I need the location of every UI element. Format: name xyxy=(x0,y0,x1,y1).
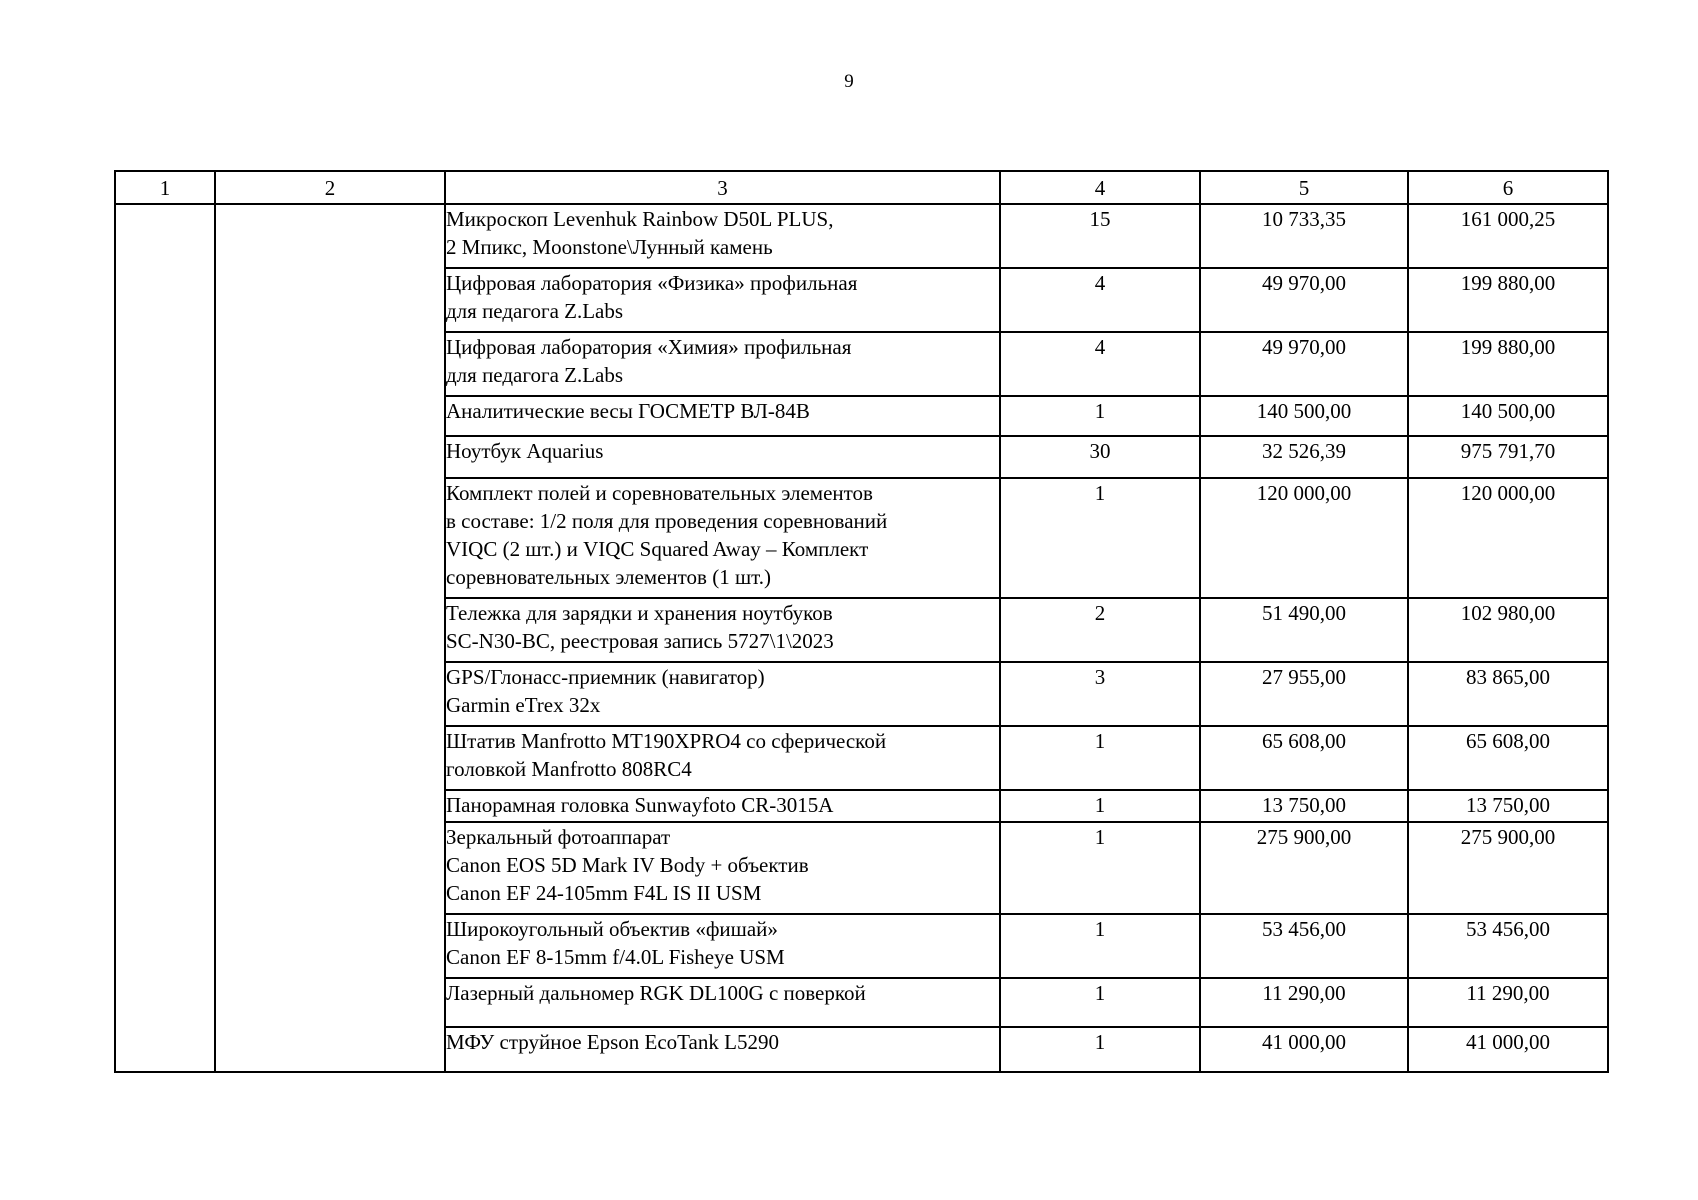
item-name-cell xyxy=(445,268,1000,332)
total-cell: 53 456,00 xyxy=(1408,914,1608,978)
item-name-line: головкой Manfrotto 808RC4 xyxy=(446,757,692,781)
item-name-line: Canon EF 24-105mm F4L IS II USM xyxy=(446,881,762,905)
item-name-cell xyxy=(445,1027,1000,1072)
unit-price-cell: 65 608,00 xyxy=(1200,726,1408,790)
item-name-line: Ноутбук Aquarius xyxy=(446,439,604,463)
total-cell: 975 791,70 xyxy=(1408,436,1608,478)
quantity-cell: 1 xyxy=(1000,478,1200,598)
total-cell: 140 500,00 xyxy=(1408,396,1608,436)
item-name-cell xyxy=(445,396,1000,436)
item-name-line: 2 Мпикс, Moonstone\Лунный камень xyxy=(446,235,773,259)
unit-price-cell: 49 970,00 xyxy=(1200,268,1408,332)
unit-price-cell: 51 490,00 xyxy=(1200,598,1408,662)
column-header-1: 1 xyxy=(115,171,215,204)
quantity-cell: 4 xyxy=(1000,332,1200,396)
item-name-line: соревновательных элементов (1 шт.) xyxy=(446,565,771,589)
item-name-line: Микроскоп Levenhuk Rainbow D50L PLUS, xyxy=(446,207,834,231)
item-name-cell xyxy=(445,790,1000,822)
unit-price-cell: 13 750,00 xyxy=(1200,790,1408,822)
item-name-cell xyxy=(445,598,1000,662)
unit-price-cell: 140 500,00 xyxy=(1200,396,1408,436)
total-cell: 13 750,00 xyxy=(1408,790,1608,822)
quantity-cell: 1 xyxy=(1000,790,1200,822)
quantity-cell: 3 xyxy=(1000,662,1200,726)
unit-price-cell: 11 290,00 xyxy=(1200,978,1408,1027)
item-name-line: Зеркальный фотоаппарат xyxy=(446,825,671,849)
item-name-line: Комплект полей и соревновательных элементов xyxy=(446,481,873,505)
table-body xyxy=(115,204,1608,1072)
total-cell: 11 290,00 xyxy=(1408,978,1608,1027)
unit-price-cell: 120 000,00 xyxy=(1200,478,1408,598)
column-header-3: 3 xyxy=(445,171,1000,204)
item-name-line: для педагога Z.Labs xyxy=(446,363,624,387)
item-name-line: GPS/Глонасс-приемник (навигатор) xyxy=(446,665,765,689)
item-name-line: Canon EF 8-15mm f/4.0L Fisheye USM xyxy=(446,945,785,969)
equipment-table xyxy=(114,170,1609,1073)
item-name-line: VIQC (2 шт.) и VIQC Squared Away – Комплект xyxy=(446,537,869,561)
column-2-cell xyxy=(215,204,445,1072)
table-row xyxy=(115,204,1608,268)
item-name-line: для педагога Z.Labs xyxy=(446,299,624,323)
unit-price-cell: 41 000,00 xyxy=(1200,1027,1408,1072)
item-name-line: Штатив Manfrotto MT190XPRO4 со сферической xyxy=(446,729,887,753)
item-name-line: Аналитические весы ГОСМЕТР ВЛ-84В xyxy=(446,399,810,423)
item-name-cell xyxy=(445,978,1000,1027)
quantity-cell: 2 xyxy=(1000,598,1200,662)
unit-price-cell: 10 733,35 xyxy=(1200,204,1408,268)
quantity-cell: 1 xyxy=(1000,726,1200,790)
item-name-line: SC-N30-BC, реестровая запись 5727\1\2023 xyxy=(446,629,834,653)
unit-price-cell: 53 456,00 xyxy=(1200,914,1408,978)
quantity-cell: 4 xyxy=(1000,268,1200,332)
item-name-line: Garmin eTrex 32x xyxy=(446,693,601,717)
item-name-line: Тележка для зарядки и хранения ноутбуков xyxy=(446,601,833,625)
item-name-cell xyxy=(445,662,1000,726)
quantity-cell: 1 xyxy=(1000,978,1200,1027)
total-cell: 199 880,00 xyxy=(1408,332,1608,396)
unit-price-cell: 32 526,39 xyxy=(1200,436,1408,478)
quantity-cell: 1 xyxy=(1000,914,1200,978)
page-number: 9 xyxy=(844,71,854,92)
item-name-line: Canon EOS 5D Mark IV Body + объектив xyxy=(446,853,809,877)
item-name-cell xyxy=(445,914,1000,978)
unit-price-cell: 49 970,00 xyxy=(1200,332,1408,396)
item-name-cell xyxy=(445,204,1000,268)
item-name-line: Цифровая лаборатория «Физика» профильная xyxy=(446,271,858,295)
column-header-4: 4 xyxy=(1000,171,1200,204)
unit-price-cell: 275 900,00 xyxy=(1200,822,1408,914)
total-cell: 102 980,00 xyxy=(1408,598,1608,662)
column-1-cell xyxy=(115,204,215,1072)
total-cell: 83 865,00 xyxy=(1408,662,1608,726)
item-name-line: Панорамная головка Sunwayfoto CR-3015A xyxy=(446,793,834,817)
total-cell: 41 000,00 xyxy=(1408,1027,1608,1072)
item-name-cell xyxy=(445,436,1000,478)
item-name-line: в составе: 1/2 поля для проведения соревнований xyxy=(446,509,888,533)
quantity-cell: 1 xyxy=(1000,822,1200,914)
item-name-cell xyxy=(445,332,1000,396)
item-name-cell xyxy=(445,822,1000,914)
item-name-cell xyxy=(445,478,1000,598)
table-header-row xyxy=(115,171,1608,204)
item-name-line: Лазерный дальномер RGK DL100G с поверкой xyxy=(446,981,866,1005)
quantity-cell: 30 xyxy=(1000,436,1200,478)
column-header-2: 2 xyxy=(215,171,445,204)
total-cell: 161 000,25 xyxy=(1408,204,1608,268)
item-name-cell xyxy=(445,726,1000,790)
total-cell: 120 000,00 xyxy=(1408,478,1608,598)
quantity-cell: 1 xyxy=(1000,396,1200,436)
item-name-line: МФУ струйное Epson EcoTank L5290 xyxy=(446,1030,779,1054)
item-name-line: Цифровая лаборатория «Химия» профильная xyxy=(446,335,852,359)
column-header-6: 6 xyxy=(1408,171,1608,204)
unit-price-cell: 27 955,00 xyxy=(1200,662,1408,726)
total-cell: 199 880,00 xyxy=(1408,268,1608,332)
quantity-cell: 15 xyxy=(1000,204,1200,268)
item-name-line: Широкоугольный объектив «фишай» xyxy=(446,917,778,941)
column-header-5: 5 xyxy=(1200,171,1408,204)
quantity-cell: 1 xyxy=(1000,1027,1200,1072)
total-cell: 65 608,00 xyxy=(1408,726,1608,790)
total-cell: 275 900,00 xyxy=(1408,822,1608,914)
